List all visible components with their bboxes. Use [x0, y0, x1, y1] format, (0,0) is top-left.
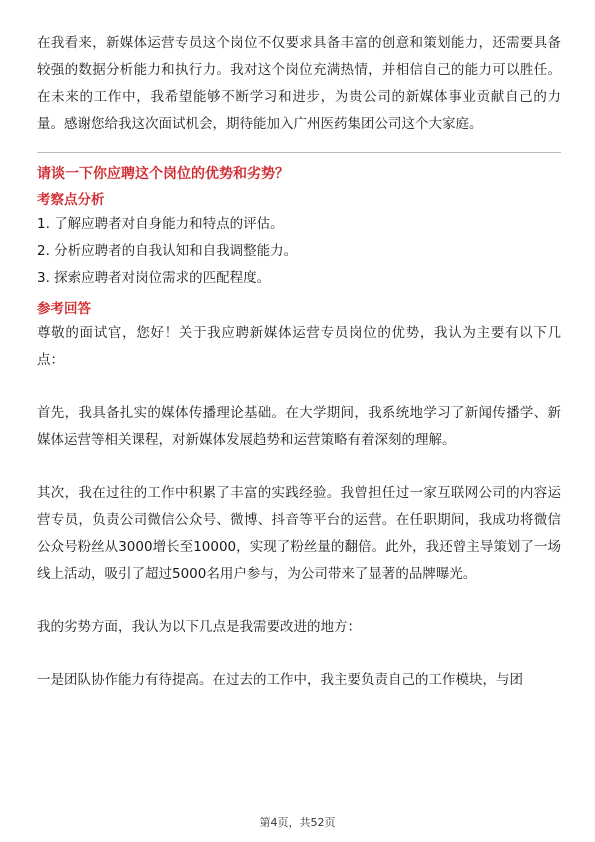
answer-paragraph: 首先，我具备扎实的媒体传播理论基础。在大学期间，我系统地学习了新闻传播学、新媒体运营等相关课程，对新媒体发展趋势和运营策略有着深刻的理解。 — [37, 405, 561, 448]
page-footer: 第4页，共52页 — [259, 816, 336, 829]
analysis-item: 2. 分析应聘者的自我认知和自我调整能力。 — [37, 243, 298, 259]
answer-paragraph: 尊敬的面试官，您好！关于我应聘新媒体运营专员岗位的优势，我认为主要有以下几点： — [37, 325, 561, 368]
analysis-item: 1. 了解应聘者对自身能力和特点的评估。 — [37, 216, 284, 232]
answer-paragraph: 一是团队协作能力有待提高。在过去的工作中，我主要负责自己的工作模块，与团 — [37, 672, 523, 688]
question-title: 请谈一下你应聘这个岗位的优势和劣势？ — [37, 166, 289, 182]
analysis-item: 3. 探索应聘者对岗位需求的匹配程度。 — [37, 270, 271, 286]
analysis-list — [37, 211, 561, 292]
analysis-heading: 考察点分析 — [37, 192, 105, 208]
document-page — [37, 30, 561, 694]
section-divider — [37, 152, 561, 153]
answer-paragraph: 其次，我在过往的工作中积累了丰富的实践经验。我曾担任过一家互联网公司的内容运营专员，负责公司微信公众号、微博、抖音等平台的运营。在任职期间，我成功将微信公众号粉丝从3000增长至10000，实现了粉丝量的翻倍。此外，我还曾主导策划了一场线上活动，吸引了超过5000名用户参与，为公司带来了显著的品牌曝光。 — [37, 485, 561, 582]
answer-paragraph: 我的劣势方面，我认为以下几点是我需要改进的地方： — [37, 619, 361, 635]
answer-heading: 参考回答 — [37, 301, 91, 317]
intro-paragraph: 在我看来，新媒体运营专员这个岗位不仅要求具备丰富的创意和策划能力，还需要具备较强的数据分析能力和执行力。我对这个岗位充满热情，并相信自己的能力可以胜任。在未来的工作中，我希望能够不断学习和进步，为贵公司的新媒体事业贡献自己的力量。感谢您给我这次面试机会，期待能加入广州医药集团公司这个大家庭。 — [37, 35, 561, 132]
